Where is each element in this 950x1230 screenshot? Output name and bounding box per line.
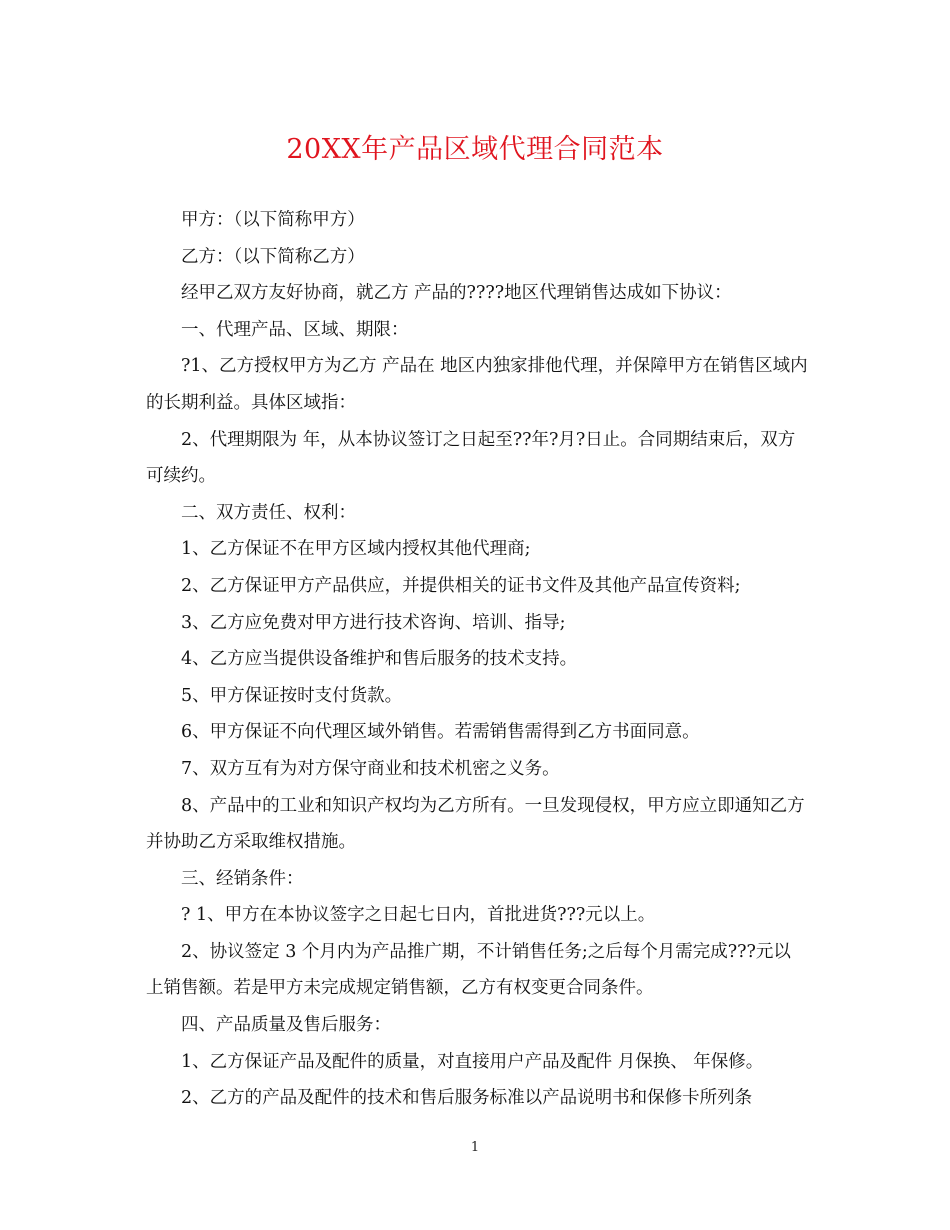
paragraph-2-2: 2、乙方保证甲方产品供应，并提供相关的证书文件及其他产品宣传资料; bbox=[181, 575, 741, 596]
paragraph-1-2: 2、代理期限为 年，从本协议签订之日起至??年?月?日止。合同期结束后，双方可续约。 bbox=[146, 429, 796, 487]
paragraph-intro: 经甲乙双方友好协商，就乙方 产品的????地区代理销售达成如下协议： bbox=[181, 283, 732, 304]
paragraph-2-7: 7、双方互有为对方保守商业和技术机密之义务。 bbox=[181, 758, 560, 779]
paragraph-2-6: 6、甲方保证不向代理区域外销售。若需销售需得到乙方书面同意。 bbox=[181, 722, 700, 743]
section-heading-3: 三、经销条件： bbox=[181, 868, 304, 889]
paragraph-1-1: ?1、乙方授权甲方为乙方 产品在 地区内独家排他代理，并保障甲方在销售区域内的长期利益。具体区域指： bbox=[146, 356, 808, 413]
paragraph-2-3: 3、乙方应免费对甲方进行技术咨询、培训、指导; bbox=[181, 612, 566, 633]
paragraph-2-1: 1、乙方保证不在甲方区域内授权其他代理商; bbox=[181, 539, 531, 560]
paragraph-party-b: 乙方：（以下简称乙方） bbox=[181, 246, 365, 267]
paragraph-3-2: 2、协议签定 3 个月内为产品推广期，不计销售任务;之后每个月需完成???元以上销售额。若是甲方未完成规定销售额，乙方有权变更合同条件。 bbox=[146, 941, 791, 999]
page-number: 1 bbox=[470, 1140, 480, 1155]
paragraph-3-1: ? 1、甲方在本协议签字之日起七日内，首批进货???元以上。 bbox=[181, 905, 656, 926]
paragraph-2-4: 4、乙方应当提供设备维护和售后服务的技术支持。 bbox=[181, 649, 578, 670]
contract-body bbox=[146, 202, 808, 1117]
paragraph-4-1: 1、乙方保证产品及配件的质量，对直接用户产品及配件 月保换、 年保修。 bbox=[181, 1051, 764, 1072]
section-heading-2: 二、双方责任、权利： bbox=[181, 502, 356, 523]
paragraph-party-a: 甲方：（以下简称甲方） bbox=[181, 210, 365, 230]
paragraph-4-2: 2、乙方的产品及配件的技术和售后服务标准以产品说明书和保修卡所列条 bbox=[181, 1088, 753, 1109]
document-title: 20XX年产品区域代理合同范本 bbox=[286, 134, 664, 165]
paragraph-2-8: 8、产品中的工业和知识产权均为乙方所有。一旦发现侵权，甲方应立即通知乙方并协助乙方采取维权措施。 bbox=[146, 795, 805, 853]
paragraph-2-5: 5、甲方保证按时支付货款。 bbox=[181, 685, 403, 706]
section-heading-4: 四、产品质量及售后服务： bbox=[181, 1015, 391, 1036]
section-heading-1: 一、代理产品、区域、期限： bbox=[181, 319, 409, 340]
